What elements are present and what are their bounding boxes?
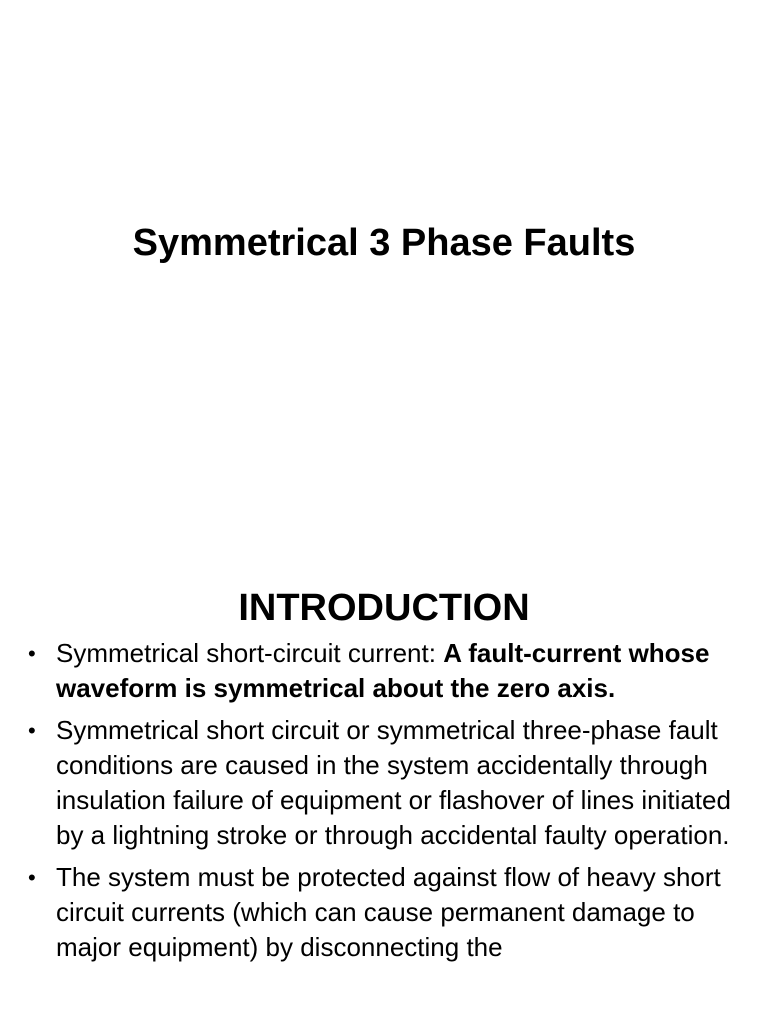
bullet-item-protection: [28, 860, 752, 965]
section-heading: INTRODUCTION: [238, 587, 530, 629]
bullet-dot-icon: •: [28, 641, 36, 666]
bullet-item-definition: [28, 636, 752, 706]
bullet-text: Symmetrical short circuit or symmetrical three-phase fault conditions are caused in the system accidentally through insulation failure of equipment or flashover of lines initiated by a lightning stroke or through accidental faulty operation.: [56, 715, 731, 850]
bullet-text: The system must be protected against flow of heavy short circuit currents (which can cause permanent damage to major equipment) by disconnecting the: [56, 862, 721, 962]
slide-title: Symmetrical 3 Phase Faults: [132, 222, 636, 264]
bullet-bold-text: A fault-current whose waveform is symmetrical about the zero axis.: [56, 638, 710, 703]
bullet-dot-icon: •: [28, 865, 36, 890]
bullet-item-causes: [28, 713, 752, 853]
introduction-slide: [0, 512, 768, 1024]
bullet-list: [28, 636, 752, 972]
bullet-text: Symmetrical short-circuit current:: [56, 638, 444, 668]
bullet-dot-icon: •: [28, 718, 36, 743]
